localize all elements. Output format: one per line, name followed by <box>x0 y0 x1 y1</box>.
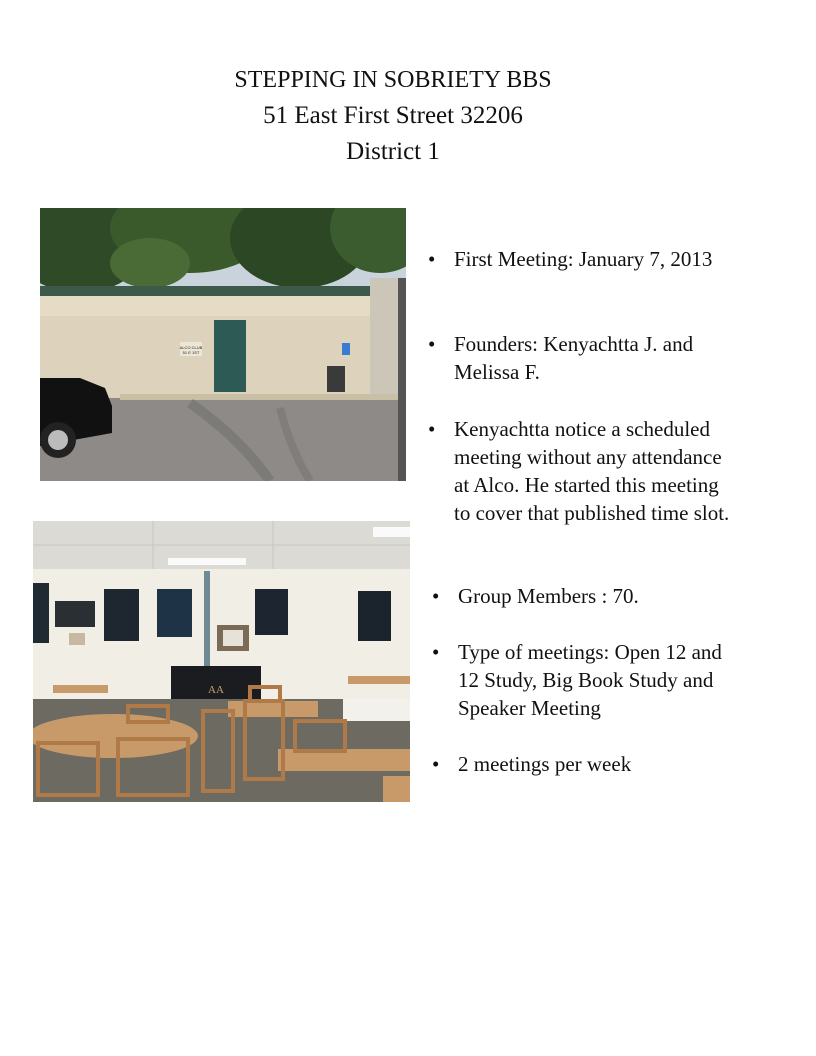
podium-text: AA <box>208 684 224 696</box>
document-header <box>0 62 786 170</box>
exterior-sign-text: ALCO CLUB <box>179 345 203 350</box>
group-name: STEPPING IN SOBRIETY BBS <box>234 67 552 93</box>
group-members-text: Group Members : 70. <box>458 584 639 608</box>
list-item <box>428 330 754 386</box>
meeting-types-text: Type of meetings: Open 12 and 12 Study, Big Book Study and Speaker Meeting <box>458 640 722 720</box>
list-item <box>432 582 758 610</box>
bullet-icon: • <box>432 752 440 776</box>
bullet-icon: • <box>428 417 436 441</box>
group-district: District 1 <box>346 138 440 165</box>
list-item <box>428 415 739 527</box>
exterior-building-photo <box>40 208 406 481</box>
list-item <box>432 750 758 778</box>
bullet-icon: • <box>428 332 436 356</box>
first-meeting-text: First Meeting: January 7, 2013 <box>454 247 713 271</box>
group-address: 51 East First Street 32206 <box>263 102 523 129</box>
bullet-icon: • <box>432 584 440 608</box>
list-item <box>428 245 754 273</box>
origin-text: Kenyachtta notice a scheduled meeting without any attendance at Alco. He started this meeting to cover that published time slot. <box>454 417 730 525</box>
bullet-icon: • <box>428 247 436 271</box>
meetings-per-week-text: 2 meetings per week <box>458 752 632 776</box>
list-item <box>432 638 733 722</box>
exterior-sign-address: 51 E 1ST <box>182 350 200 355</box>
founders-text: Founders: Kenyachtta J. and Melissa F. <box>454 332 694 384</box>
bullet-icon: • <box>432 640 440 664</box>
meeting-room-photo <box>33 521 410 802</box>
